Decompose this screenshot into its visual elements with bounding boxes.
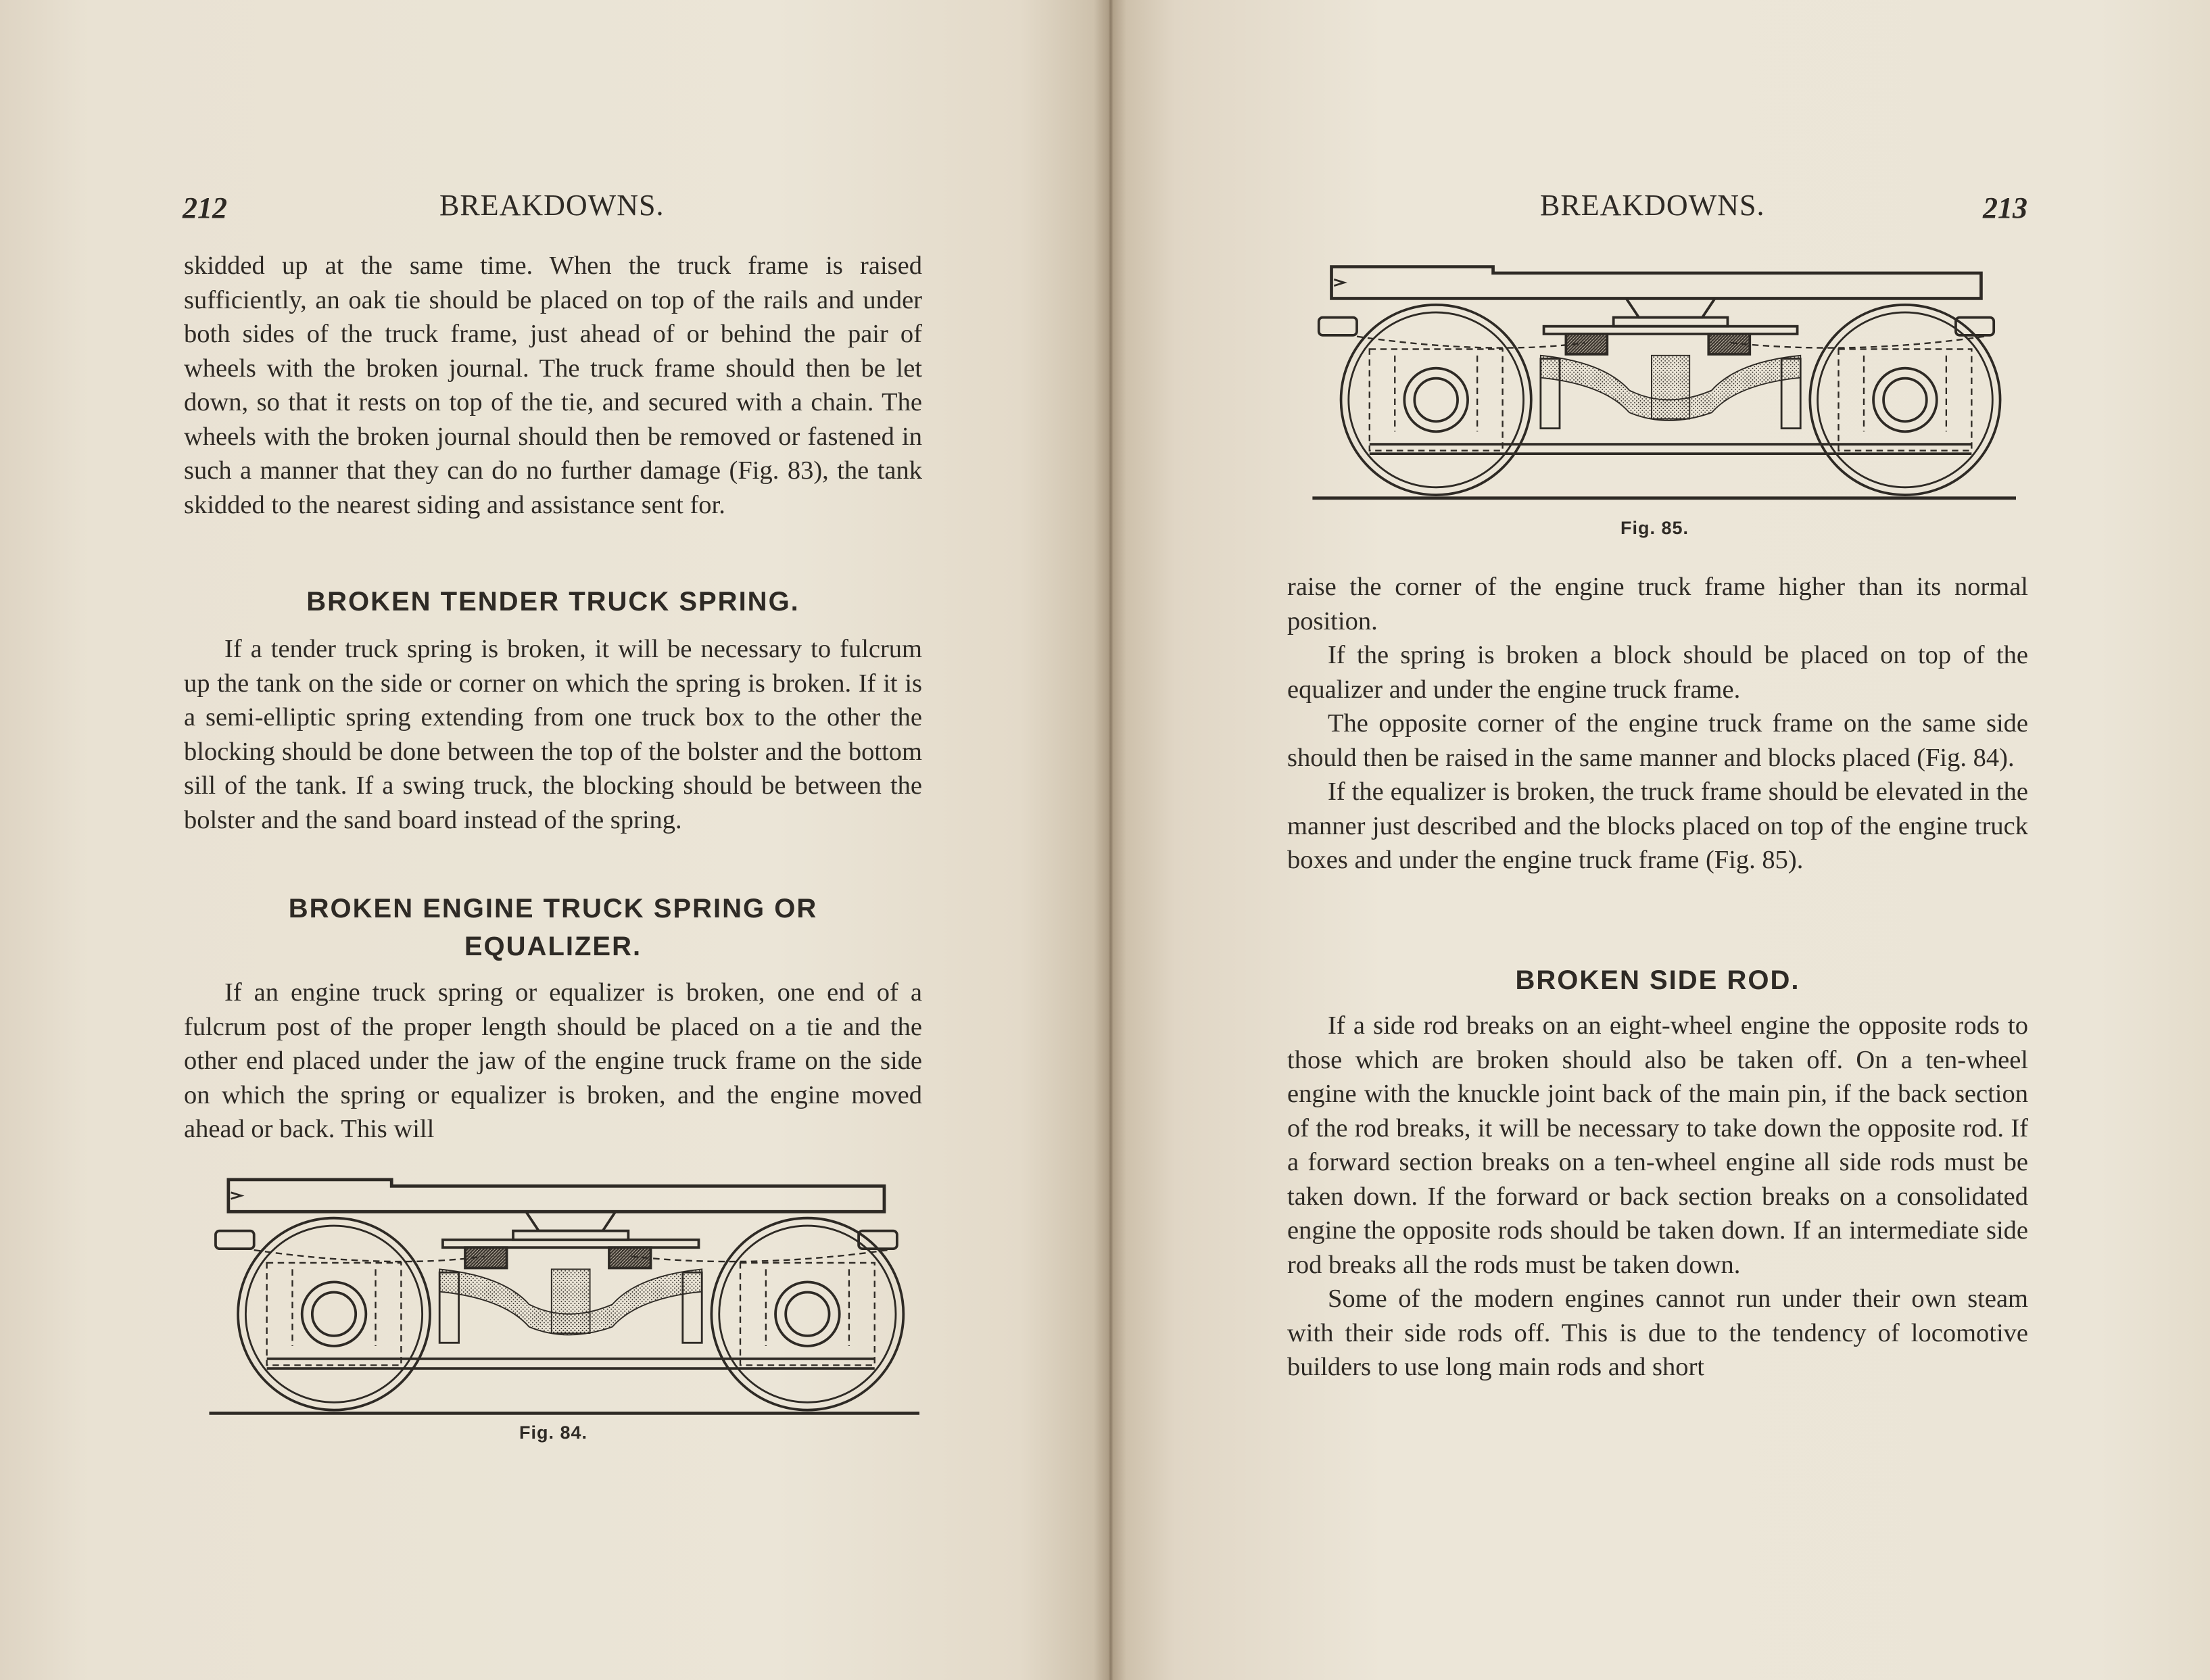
paragraph: If the spring is broken a block should be placed on top of the equalizer and under the engine truck frame. (1287, 641, 2028, 704)
paragraph: If a side rod breaks on an eight-wheel engine the opposite rods to those which are broken should also be taken off. On a ten-wheel engine with the knuckle joint back of the main pin, if the back section of the rod breaks, it will be necessary to take down the opposite rod. If a forward section breaks on a ten-wheel engine all side rods must be taken down. If the forward or back section breaks on a consolidated engine the opposite rods should be taken down. If an intermediate side rod breaks all the rods must be taken down. (1287, 1011, 2028, 1279)
body-text (1287, 570, 2028, 878)
paragraph: The opposite corner of the engine truck frame on the same side should then be raised in the same manner and blocks placed (Fig. 84). (1287, 709, 2028, 772)
page-number: 213 (1983, 191, 2027, 224)
body-text (184, 632, 922, 837)
body-text (1287, 1009, 2028, 1385)
body-text (184, 976, 922, 1147)
paragraph: If a tender truck spring is broken, it will be necessary to fulcrum up the tank on the side or corner on which the spring is broken. If it is a semi-elliptic spring extending from one truck box to the other the blocking should be done between the top of the bolster and the bottom sill of the tank. If a swing truck, the blocking should be between the bolster and the sand board instead of the spring. (184, 635, 922, 834)
paragraph: skidded up at the same time. When the truck frame is raised sufficiently, an oak tie should be placed on top of the rails and under both sides of the truck frame, just ahead of or behind the pair of wheels with the broken journal. The truck frame should then be let down, so that it rests on top of the tie, and secured with a chain. The wheels with the broken journal should then be removed or fastened in such a manner that they can do no further damage (Fig. 83), the tank skidded to the nearest siding and assistance sent for. (184, 251, 922, 519)
section-heading: BROKEN SIDE ROD. (1515, 965, 1800, 995)
figure-caption: Fig. 84. (519, 1422, 588, 1443)
section-heading (184, 890, 922, 965)
paragraph: Some of the modern engines cannot run under their own steam with their side rods off. This is due to the tendency of locomotive builders to use long main rods and short (1287, 1285, 2028, 1381)
section-heading: BROKEN TENDER TRUCK SPRING. (306, 587, 800, 617)
paragraph: If an engine truck spring or equalizer is broken, one end of a fulcrum post of the proper length should be placed on a tie and the other end placed under the jaw of the engine truck frame on the side on which the spring or equalizer is broken, and the engine moved ahead or back. This will (184, 978, 922, 1143)
book-gutter (1094, 0, 1126, 1680)
truck-illustration-fig-84 (203, 1170, 919, 1426)
running-head: BREAKDOWNS. (1540, 189, 1765, 222)
figure-caption: Fig. 85. (1620, 518, 1689, 538)
body-text (184, 249, 922, 522)
heading-line: EQUALIZER. (464, 932, 642, 961)
right-page (1109, 0, 2210, 1680)
truck-illustration-fig-85 (1306, 256, 2016, 512)
running-head: BREAKDOWNS. (439, 189, 665, 222)
paragraph: If the equalizer is broken, the truck frame should be elevated in the manner just described and the blocks placed on top of the engine truck boxes and under the engine truck frame (Fig. 85). (1287, 777, 2028, 874)
heading-line: BROKEN ENGINE TRUCK SPRING OR (288, 894, 818, 923)
paragraph: raise the corner of the engine truck frame higher than its normal position. (1287, 573, 2028, 635)
page-number: 212 (183, 191, 227, 224)
